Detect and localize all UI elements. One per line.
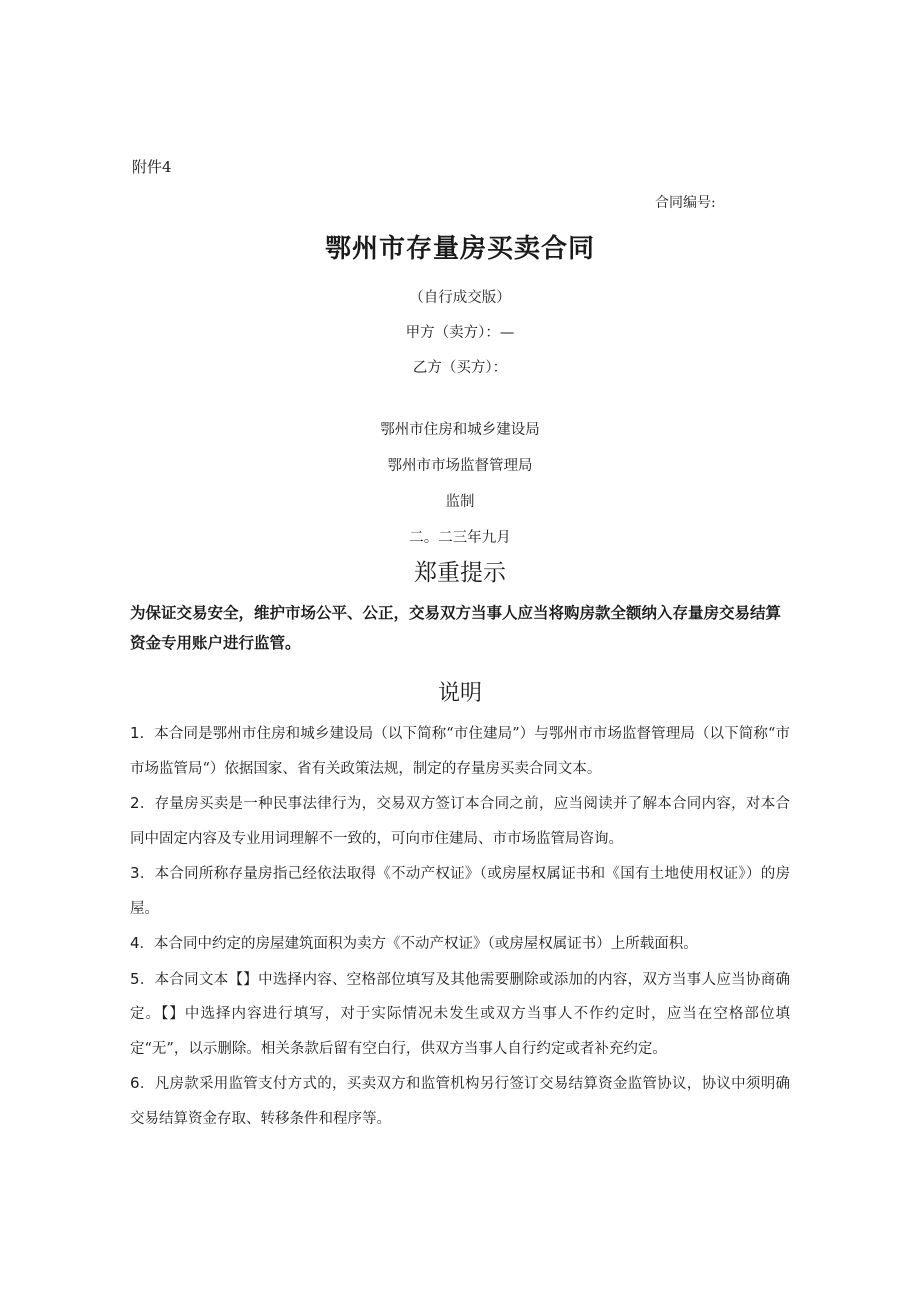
explanation-item (130, 926, 790, 962)
item-number: 2 (130, 794, 140, 812)
explanation-heading: 说明 (437, 681, 482, 706)
contract-number-label: 合同编号: (655, 195, 716, 211)
item-number: 3 (130, 864, 140, 882)
explanation-item (130, 786, 790, 856)
item-text: ．本合同文本【】中选择内容、空格部位填写及其他需要删除或添加的内容，双方当事人应当协商确定。【】中选择内容进行填写，对于实际情况未发生或双方当事人不作约定时，应当在空格部位填定“无”，以示删除。相关条款后留有空白行，供双方当事人自行约定或者补充约定。 (130, 971, 790, 1057)
notice-heading: 郑重提示 (414, 560, 506, 586)
issuer-housing-bureau: 鄂州市住房和城乡建设局 (380, 422, 540, 438)
notice-text: 为保证交易安全，维护市场公平、公正，交易双方当事人应当将购房款全额纳入存量房交易结算资金专用账户进行监管。 (130, 604, 782, 652)
item-number: 1 (130, 724, 140, 742)
document-title: 鄂州市存量房买卖合同 (324, 234, 595, 264)
party-b-label: 乙方（买方）： (412, 360, 508, 376)
item-number: 6 (130, 1074, 140, 1092)
item-number: 5 (130, 969, 140, 988)
explanation-item (130, 962, 790, 1067)
explanation-item (130, 716, 790, 786)
item-text: ．本合同是鄂州市住房和城乡建设局（以下简称“市住建局”）与鄂州市市场监督管理局（以下简称“市市场监管局“）依据国家、省有关政策法规，制定的存量房买卖合同文本。 (130, 726, 790, 777)
explanation-list (130, 716, 790, 1136)
explanation-item (130, 856, 790, 926)
attachment-label: 附件4 (132, 158, 172, 176)
item-number: 4 (130, 934, 140, 952)
item-text: ．本合同所称存量房指己经依法取得《不动产权证》（或房屋权属证书和《国有土地使用权证》）的房屋。 (130, 866, 790, 917)
item-text: ．存量房买卖是一种民事法律行为，交易双方签订本合同之前，应当阅读并了解本合同内容，对本合同中固定内容及专业用词理解不一致的，可向市住建局、市市场监管局咨询。 (130, 796, 790, 847)
issuer-market-bureau: 鄂州市市场监督管理局 (387, 458, 533, 474)
explanation-item (130, 1066, 790, 1136)
party-a-label: 甲方（卖方）：— (405, 325, 515, 341)
item-text: ．本合同中约定的房屋建筑面积为卖方《不动产权证》（或房屋权属证书）上所载面积。 (139, 936, 698, 952)
issue-date: 二。二三年九月 (409, 530, 511, 546)
edition-label: （自行成交版） (409, 290, 511, 306)
supervise-label: 监制 (445, 494, 475, 510)
item-text: ．凡房款采用监管支付方式的，买卖双方和监管机构另行签订交易结算资金监管协议，协议中须明确交易结算资金存取、转移条件和程序等。 (130, 1076, 790, 1127)
